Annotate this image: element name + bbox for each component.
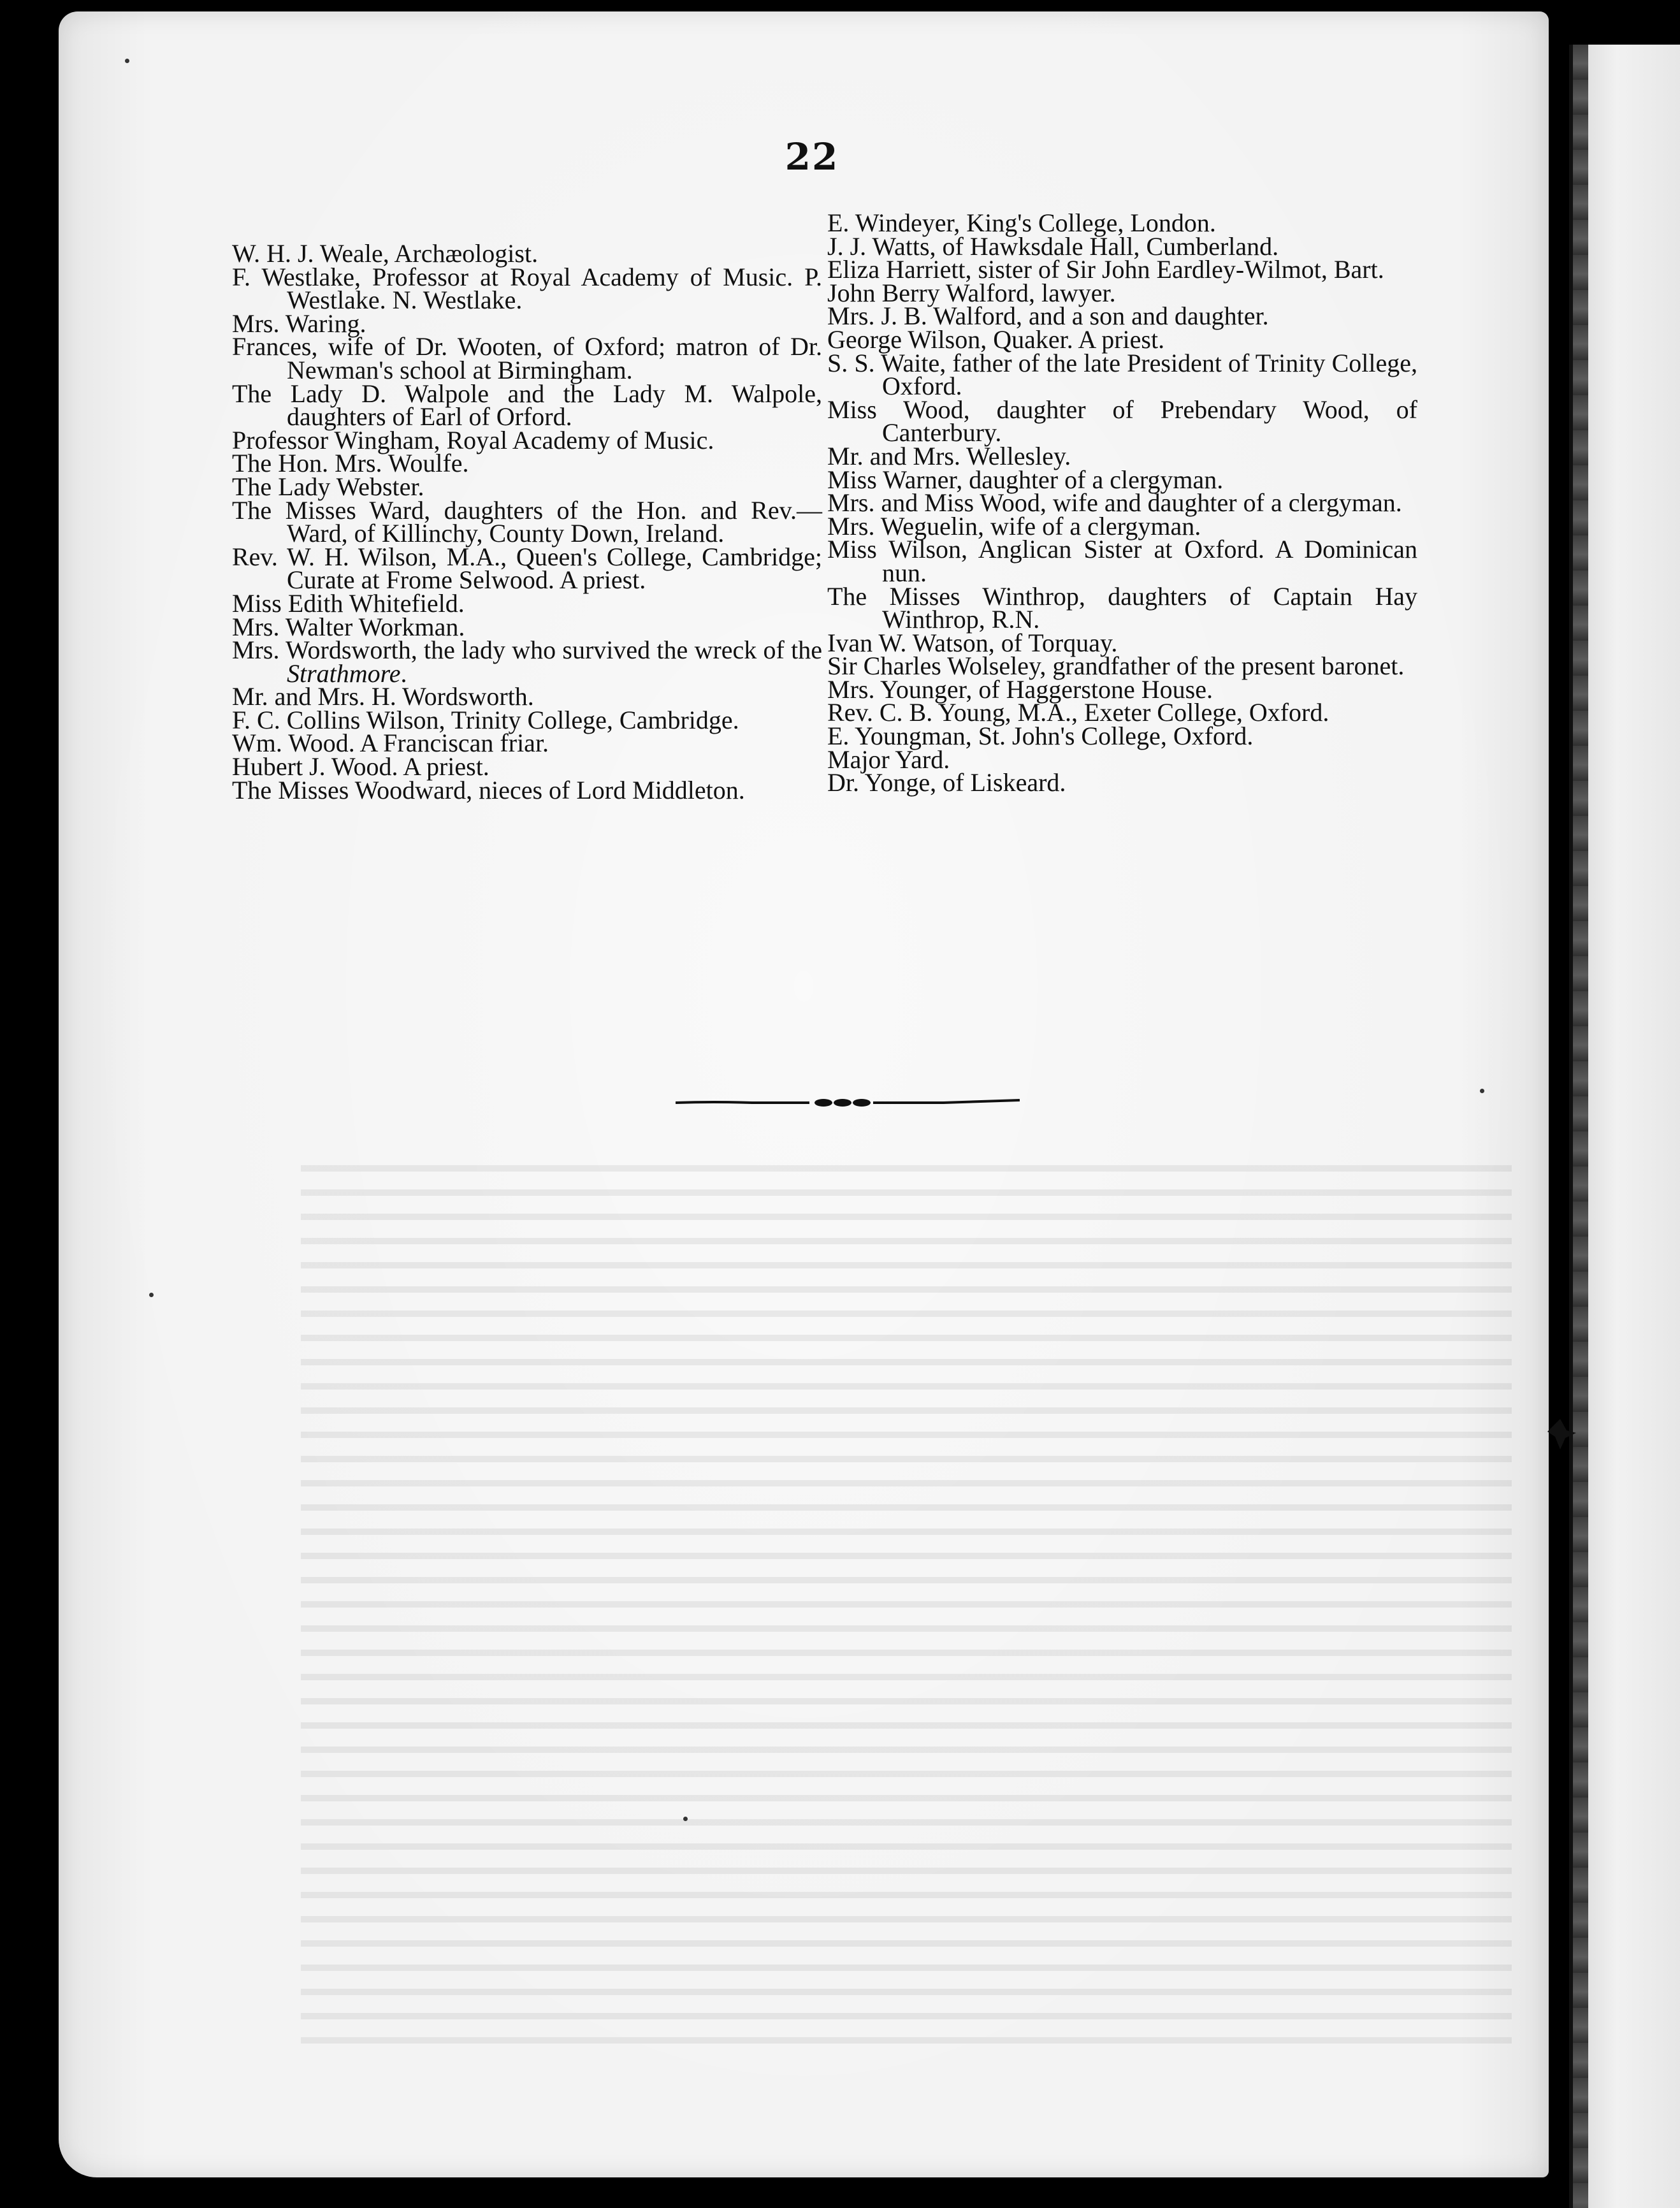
left-column (232, 239, 822, 804)
register-entry (232, 542, 822, 595)
register-entry (232, 495, 822, 548)
register-entry (827, 395, 1417, 447)
register-entry (827, 581, 1417, 634)
entry-italic-text: Strathmore (287, 658, 401, 688)
entry-text: F. Westlake, Professor at Royal Academy of Music. P. Westlake. N. Westlake. (232, 262, 822, 315)
register-entry (232, 262, 822, 315)
ornamental-divider (676, 1095, 1020, 1110)
entry-text: Ivan W. Watson, of Torquay. (827, 628, 1118, 657)
entry-text: Miss Edith Whitefield. (232, 588, 465, 618)
entry-text: Miss Warner, daughter of a clergyman. (827, 465, 1224, 494)
entry-text: John Berry Walford, lawyer. (827, 278, 1116, 307)
entry-text: George Wilson, Quaker. A priest. (827, 324, 1165, 354)
entry-text: Hubert J. Wood. A priest. (232, 752, 489, 781)
entry-text: The Misses Woodward, nieces of Lord Middleton. (232, 775, 745, 804)
entry-text: Dr. Yonge, of Liskeard. (827, 768, 1066, 797)
bleed-through-texture (301, 1152, 1512, 2045)
entry-text: S. S. Waite, father of the late President of Trinity College, Oxford. (827, 348, 1417, 401)
entry-text: Mrs. Weguelin, wife of a clergyman. (827, 511, 1201, 541)
entry-text: Mrs. Younger, of Haggerstone House. (827, 674, 1213, 704)
entry-text: Professor Wingham, Royal Academy of Music. (232, 425, 714, 454)
register-entry (232, 332, 822, 384)
entry-text: Major Yard. (827, 744, 950, 774)
entry-text: F. C. Collins Wilson, Trinity College, Cambridge. (232, 705, 739, 734)
entry-text: Rev. C. B. Young, M.A., Exeter College, Oxford. (827, 698, 1329, 727)
page-number: 22 (785, 135, 839, 178)
entry-text: W. H. J. Weale, Archæologist. (232, 239, 539, 268)
page-gutter-shadow (1573, 45, 1588, 2208)
adjacent-page-edge (1569, 45, 1680, 2208)
entry-text: Mrs. Walter Workman. (232, 612, 465, 641)
entry-text: . (400, 658, 407, 688)
register-entry (827, 348, 1417, 401)
entry-text: Mrs. J. B. Walford, and a son and daughter. (827, 301, 1269, 331)
entry-text: The Lady D. Walpole and the Lady M. Walpole, daughters of Earl of Orford. (232, 379, 822, 432)
entry-text: Frances, wife of Dr. Wooten, of Oxford; matron of Dr. Newman's school at Birmingham. (232, 332, 822, 384)
entry-text: Sir Charles Wolseley, grandfather of the present baronet. (827, 651, 1405, 681)
register-entry (827, 535, 1417, 587)
entry-text: Miss Wood, daughter of Prebendary Wood, of Canterbury. (827, 395, 1417, 447)
entry-text: Mrs. Wordsworth, the lady who survived the wreck of the (232, 636, 822, 665)
entry-text: The Hon. Mrs. Woulfe. (232, 449, 469, 478)
paper-tear-mark (1541, 1413, 1579, 1451)
entry-text: Mrs. Waring. (232, 309, 366, 338)
entry-text: The Misses Winthrop, daughters of Captain Hay Winthrop, R.N. (827, 581, 1417, 634)
entry-text: Eliza Harriett, sister of Sir John Eardley-Wilmot, Bart. (827, 255, 1384, 284)
entry-text: The Misses Ward, daughters of the Hon. and Rev.— Ward, of Killinchy, County Down, Ireland. (232, 495, 822, 548)
register-entry (827, 768, 1417, 797)
entry-text: Mr. and Mrs. Wellesley. (827, 441, 1071, 470)
entry-text: E. Youngman, St. John's College, Oxford. (827, 722, 1254, 751)
entry-text: Wm. Wood. A Franciscan friar. (232, 729, 549, 758)
entry-text: J. J. Watts, of Hawksdale Hall, Cumberland. (827, 231, 1279, 261)
register-entry (232, 636, 822, 688)
register-entry (232, 775, 822, 804)
register-entry (232, 379, 822, 432)
entry-text: E. Windeyer, King's College, London. (827, 208, 1216, 237)
entry-text: Mrs. and Miss Wood, wife and daughter of a clergyman. (827, 488, 1402, 518)
entry-text: Miss Wilson, Anglican Sister at Oxford. A Dominican nun. (827, 535, 1417, 587)
right-column (827, 208, 1417, 797)
entry-text: Mr. and Mrs. H. Wordsworth. (232, 682, 534, 711)
entry-text: The Lady Webster. (232, 472, 424, 501)
entry-text: Rev. W. H. Wilson, M.A., Queen's College, Cambridge; Curate at Frome Selwood. A priest. (232, 542, 822, 595)
